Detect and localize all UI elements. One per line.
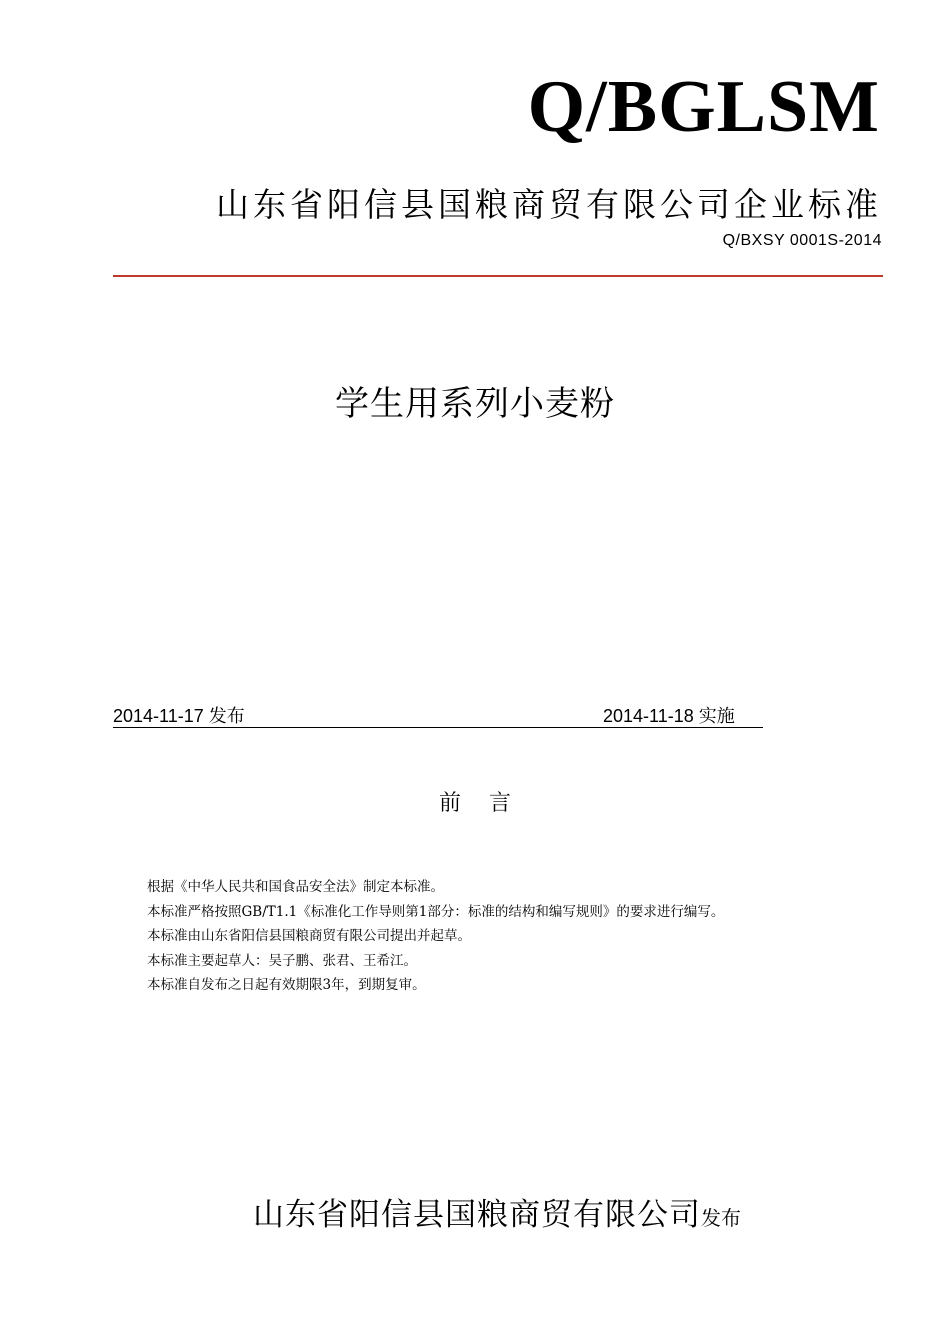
- company-standard-title: 山东省阳信县国粮商贸有限公司企业标准: [216, 185, 882, 224]
- date-line: [113, 703, 763, 728]
- publisher-issued-label: 发布: [701, 1206, 741, 1230]
- publisher-company: 山东省阳信县国粮商贸有限公司: [253, 1197, 701, 1233]
- publisher-line: [0, 1193, 950, 1242]
- preface-paragraph: 本标准由山东省阳信县国粮商贸有限公司提出并起草。: [147, 928, 471, 944]
- standard-number: Q/BXSY 0001S-2014: [722, 232, 882, 249]
- preface-heading: 前言: [438, 791, 539, 816]
- preface-paragraph: 根据《中华人民共和国食品安全法》制定本标准。: [147, 879, 444, 895]
- preface-paragraph: 本标准严格按照GB/T1.1《标准化工作导则第1部分：标准的结构和编写规则》的要求进行编写。: [147, 903, 725, 920]
- header-divider: [113, 275, 883, 277]
- document-title: 学生用系列小麦粉: [335, 384, 615, 424]
- preface-body: [147, 875, 907, 998]
- implementation-date: 2014-11-18 实施: [603, 706, 735, 726]
- preface-paragraph: 本标准主要起草人：吴子鹏、张君、王希江。: [147, 952, 417, 969]
- standard-code: Q/BGLSM: [527, 66, 880, 148]
- issue-date: 2014-11-17 发布: [113, 706, 245, 726]
- preface-paragraph: 本标准自发布之日起有效期限3年，到期复审。: [147, 977, 426, 993]
